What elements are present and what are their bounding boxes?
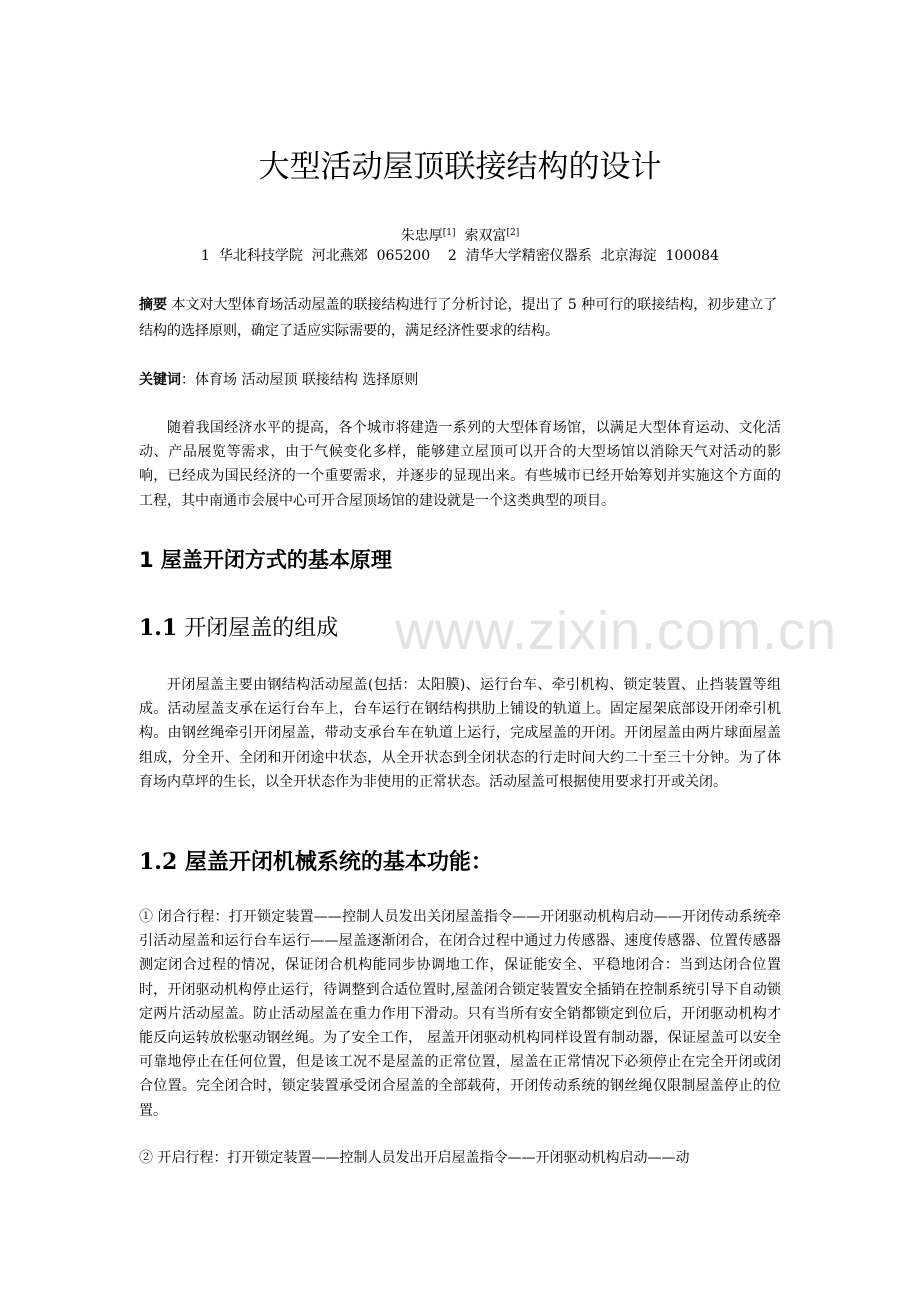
list-item: ② 开启行程：打开锁定装置——控制人员发出开启屋盖指令——开闭驱动机构启动——动 xyxy=(139,1150,690,1166)
subsection-heading: 1.2 屋盖开闭机械系统的基本功能： xyxy=(139,849,493,875)
keywords-text: ：体育场 活动屋顶 联接结构 选择原则 xyxy=(181,372,419,388)
intro-paragraph: 随着我国经济水平的提高，各个城市将建造一系列的大型体育场馆，以满足大型体育运动、文化活动、产品展览等需求，由于气候变化多样，能够建立屋顶可以开合的大型场馆以消除天气对活动的影响，已经成为国民经济的一个重要需求，并逐步的显现出来。有些城市已经开始筹划并实施这个方面的工程，其中南通市会展中心可开合屋顶场馆的建设就是一个这类典型的项目。 xyxy=(139,420,781,509)
author-ref: [1] xyxy=(442,228,456,238)
author-name: 索双富 xyxy=(464,228,507,244)
author-line xyxy=(0,222,920,247)
keywords-label: 关键词 xyxy=(139,372,181,388)
watermark: www.zixin.com.cn xyxy=(395,601,838,661)
keywords xyxy=(139,368,781,392)
subsection-title: 开闭屋盖的组成 xyxy=(177,616,339,641)
subsection-number: 1.1 xyxy=(139,615,178,641)
body-paragraph: 开闭屋盖主要由钢结构活动屋盖(包括：太阳膜)、运行台车、牵引机构、锁定装置、止挡装置等组成。活动屋盖支承在运行台车上，台车运行在钢结构拱肋上铺设的轨道上。固定屋架底部设开闭牵引机构。由钢丝绳牵引开闭屋盖，带动支承台车在轨道上运行，完成屋盖的开闭。开闭屋盖由两片球面屋盖组成，分全开、全闭和开闭途中状态，从全开状态到全闭状态的行走时间大约二十至三十分钟。为了体育场内草坪的生长，以全开状态作为非使用的正常状态。活动屋盖可根据使用要求打开或关闭。 xyxy=(139,677,781,790)
list-item: ① 闭合行程：打开锁定装置——控制人员发出关闭屋盖指令——开闭驱动机构启动——开闭传动系统牵引活动屋盖和运行台车运行——屋盖逐渐闭合，在闭合过程中通过力传感器、速度传感器、位置传感器测定闭合过程的情况，保证闭合机构能同步协调地工作，保证能安全、平稳地闭合：当到达闭合位置时，开闭驱动机构停止运行，待调整到合适位置时,屋盖闭合锁定装置安全插销在控制系统引导下自动锁定两片活动屋盖。防止活动屋盖在重力作用下滑动。只有当所有安全销都锁定到位后，开闭驱动机构才能反向运转放松驱动钢丝绳。为了安全工作， 屋盖开闭驱动机构同样设置有制动器，保证屋盖可以安全可靠地停止在任何位置，但是该工况不是屋盖的正常位置，屋盖在正常情况下必须停止在完全开闭或闭合位置。完全闭合时，锁定装置承受闭合屋盖的全部载荷，开闭传动系统的钢丝绳仅限制屋盖停止的位置。 xyxy=(139,909,781,1119)
subsection-heading xyxy=(139,611,338,646)
author-ref: [2] xyxy=(506,228,520,238)
paper-title: 大型活动屋顶联接结构的设计 xyxy=(258,149,662,185)
abstract-text: 本文对大型体育场活动屋盖的联接结构进行了分析讨论，提出了 5 种可行的联接结构，初步建立了结构的选择原则，确定了适应实际需要的，满足经济性要求的结构。 xyxy=(139,297,778,339)
section-heading: 1 屋盖开闭方式的基本原理 xyxy=(139,548,392,572)
abstract-label: 摘要 xyxy=(139,297,167,313)
author-name: 朱忠厚 xyxy=(400,228,443,244)
abstract xyxy=(139,292,781,344)
affiliations: 1 华北科技学院 河北燕郊 065200 2 清华大学精密仪器系 北京海淀 100084 xyxy=(201,248,719,264)
